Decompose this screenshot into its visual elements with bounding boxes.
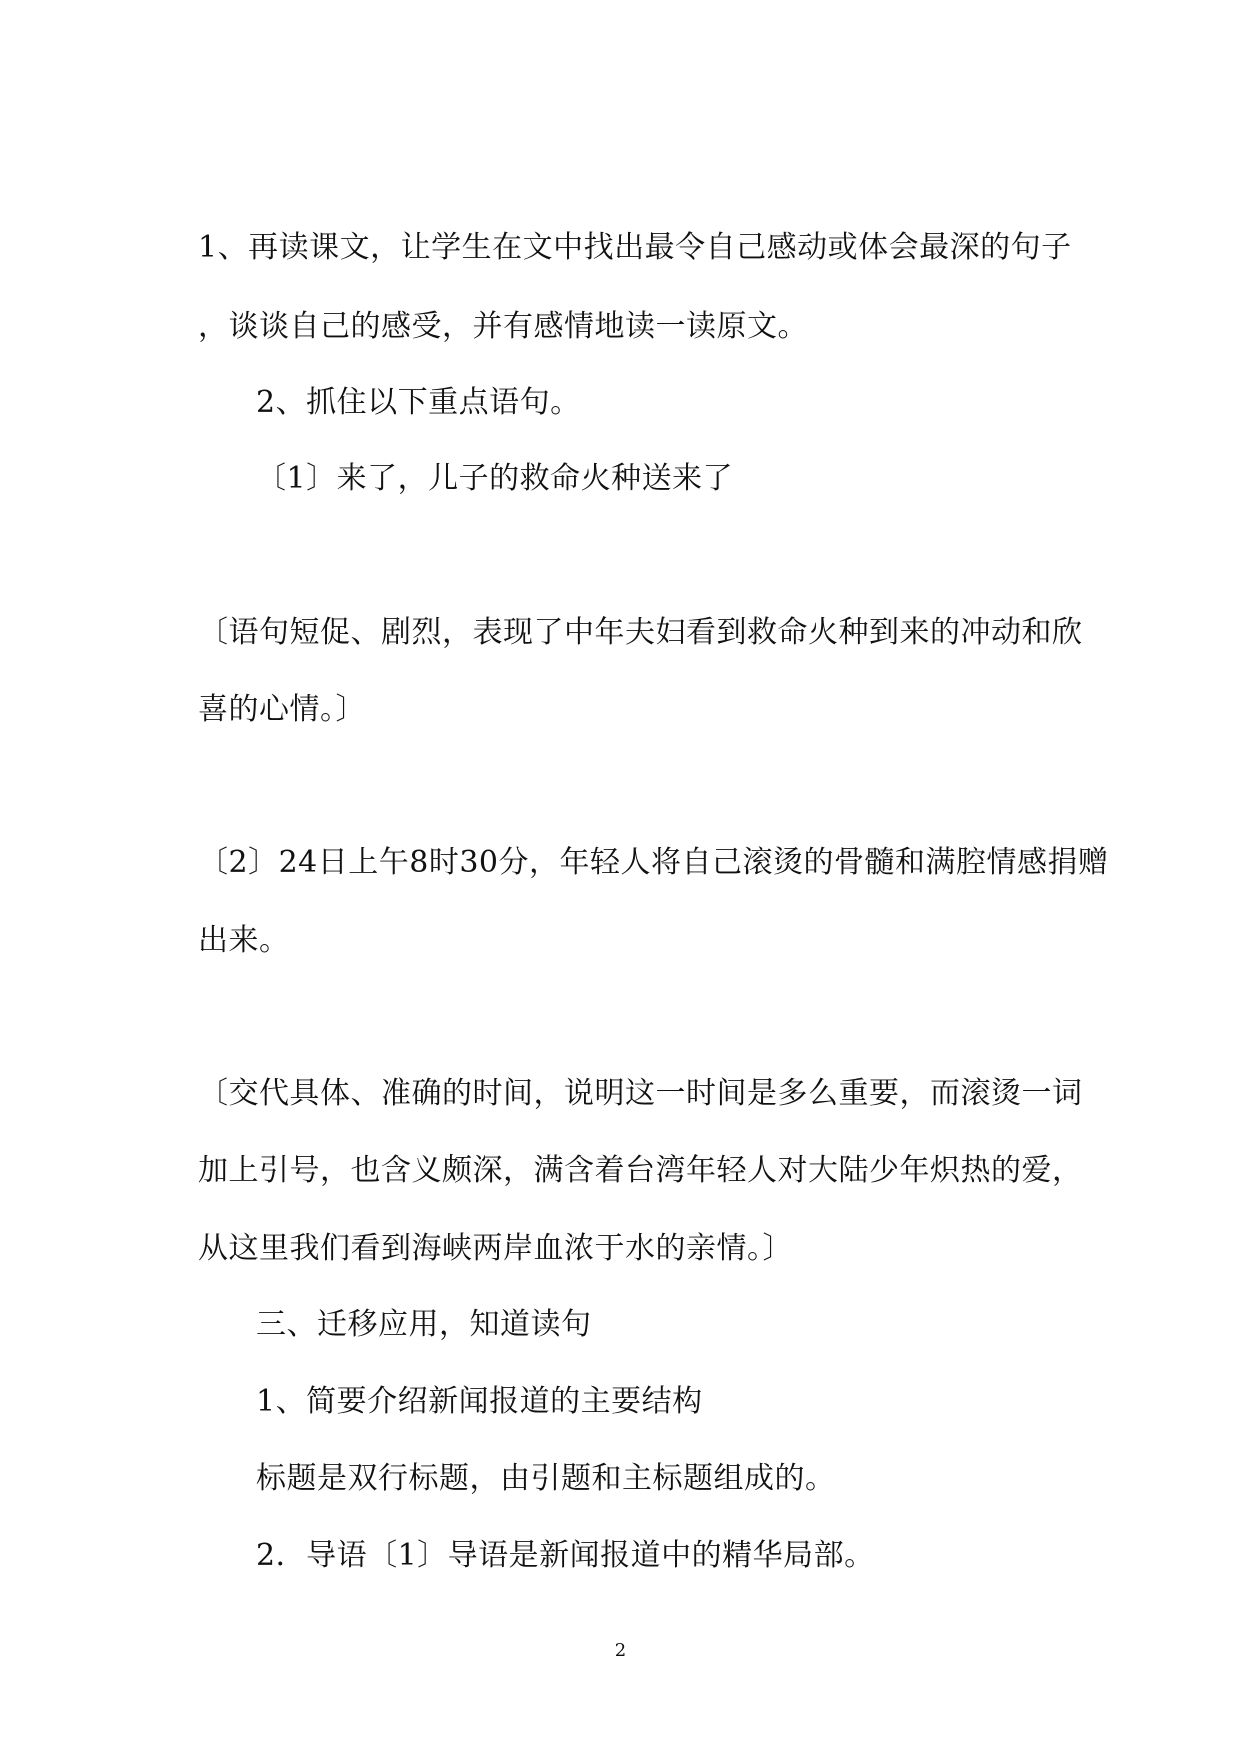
text-line-2: ，谈谈自己的感受，并有感情地读一读原文。	[198, 309, 808, 344]
text-line-11: 从这里我们看到海峡两岸血浓于水的亲情。〕	[198, 1231, 793, 1266]
text-line-4: 〔1〕来了，儿子的救命火种送来了	[256, 461, 734, 496]
text-line-9: 〔交代具体、准确的时间，说明这一时间是多么重要，而滚烫一词	[198, 1076, 1083, 1111]
text-line-6: 喜的心情。〕	[198, 692, 366, 727]
text-line-12: 三、迁移应用，知道读句	[256, 1307, 592, 1342]
text-line-15: 2．导语〔1〕导语是新闻报道中的精华局部。	[256, 1538, 875, 1573]
text-line-5: 〔语句短促、剧烈，表现了中年夫妇看到救命火种到来的冲动和欣	[198, 615, 1083, 650]
text-line-8: 出来。	[198, 923, 290, 958]
text-line-7: 〔2〕24日上午8时30分，年轻人将自己滚烫的骨髓和满腔情感捐赠	[198, 845, 1109, 880]
text-line-1: 1、再读课文，让学生在文中找出最令自己感动或体会最深的句子	[198, 230, 1072, 265]
text-line-14: 标题是双行标题，由引题和主标题组成的。	[256, 1461, 836, 1496]
text-line-3: 2、抓住以下重点语句。	[256, 385, 581, 420]
page-number: 2	[614, 1640, 627, 1661]
text-line-13: 1、简要介绍新闻报道的主要结构	[256, 1384, 703, 1419]
text-line-10: 加上引号，也含义颇深，满含着台湾年轻人对大陆少年炽热的爱，	[198, 1153, 1083, 1188]
